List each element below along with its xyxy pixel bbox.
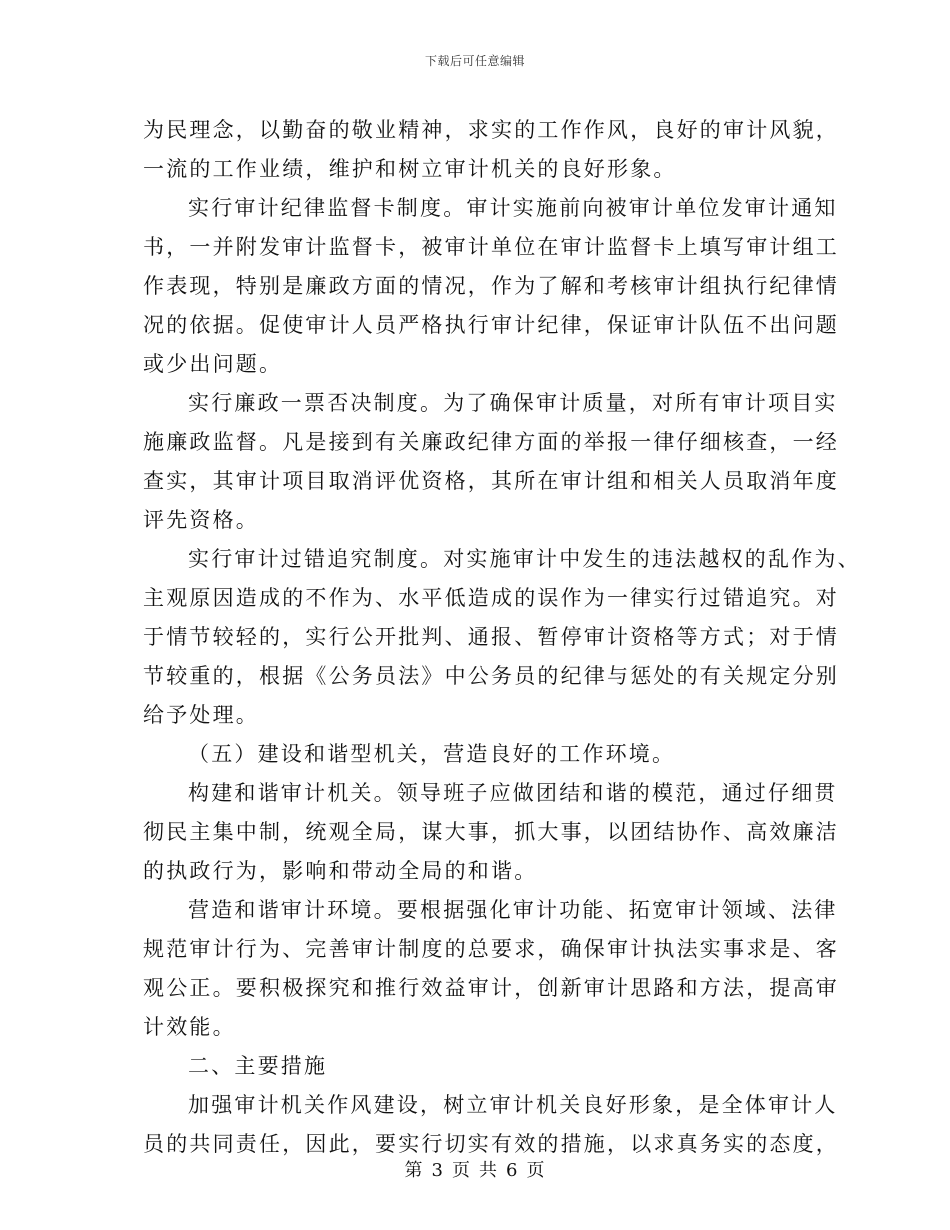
text-line: 作表现，特别是廉政方面的情况，作为了解和考核审计组执行纪律情 — [143, 274, 839, 298]
text-line: 于情节较轻的，实行公开批判、通报、暂停审计资格等方式；对于情 — [143, 625, 839, 649]
text-line: 加强审计机关作风建设，树立审计机关良好形象，是全体审计人 — [188, 1093, 838, 1117]
text-line: 或少出问题。 — [143, 352, 283, 376]
text-line: 书，一并附发审计监督卡，被审计单位在审计监督卡上填写审计组工 — [143, 235, 839, 259]
text-line: 观公正。要积极探究和推行效益审计，创新审计思路和方法，提高审 — [143, 976, 839, 1000]
text-line: 的执政行为，影响和带动全局的和谐。 — [143, 859, 538, 883]
text-line: 构建和谐审计机关。领导班子应做团结和谐的模范，通过仔细贯 — [188, 781, 838, 805]
text-line: 实行审计纪律监督卡制度。审计实施前向被审计单位发审计通知 — [188, 196, 838, 220]
footer-ye: 页 — [452, 1160, 471, 1181]
text-line: 况的依据。促使审计人员严格执行审计纪律，保证审计队伍不出问题 — [143, 313, 839, 337]
body-text — [143, 111, 861, 1164]
footer-total-pages: 6 — [506, 1160, 519, 1181]
text-line: 给予处理。 — [143, 703, 259, 727]
section-heading: 二、主要措施 — [188, 1054, 328, 1078]
text-line: 营造和谐审计环境。要根据强化审计功能、拓宽审计领域、法律 — [188, 898, 838, 922]
text-line: 为民理念，以勤奋的敬业精神，求实的工作作风，良好的审计风貌， — [143, 118, 839, 142]
footer-current-page: 3 — [431, 1160, 444, 1181]
page-header: 下载后可任意编辑 — [424, 54, 525, 68]
text-line: 规范审计行为、完善审计制度的总要求，确保审计执法实事求是、客 — [143, 937, 839, 961]
text-line: 一流的工作业绩，维护和树立审计机关的良好形象。 — [143, 157, 677, 181]
text-line: 员的共同责任，因此，要实行切实有效的措施，以求真务实的态度， — [143, 1132, 839, 1156]
text-line: 主观原因造成的不作为、水平低造成的误作为一律实行过错追究。对 — [143, 586, 839, 610]
footer-ye: 页 — [526, 1160, 546, 1181]
page-footer — [0, 1156, 950, 1182]
text-line: 节较重的，根据《公务员法》中公务员的纪律与惩处的有关规定分别 — [143, 664, 839, 688]
footer-gong: 共 — [479, 1160, 498, 1181]
text-line: 施廉政监督。凡是接到有关廉政纪律方面的举报一律仔细核查，一经 — [143, 430, 839, 454]
text-line: 彻民主集中制，统观全局，谋大事，抓大事，以团结协作、高效廉洁 — [143, 820, 839, 844]
footer-di: 第 — [404, 1160, 424, 1181]
text-line: 实行廉政一票否决制度。为了确保审计质量，对所有审计项目实 — [188, 391, 838, 415]
text-line: 实行审计过错追究制度。对实施审计中发生的违法越权的乱作为、 — [188, 547, 861, 571]
text-line: 查实，其审计项目取消评优资格，其所在审计组和相关人员取消年度 — [143, 469, 839, 493]
section-heading: （五）建设和谐型机关，营造良好的工作环境。 — [188, 742, 676, 766]
text-line: 评先资格。 — [143, 508, 259, 532]
text-line: 计效能。 — [143, 1015, 236, 1039]
